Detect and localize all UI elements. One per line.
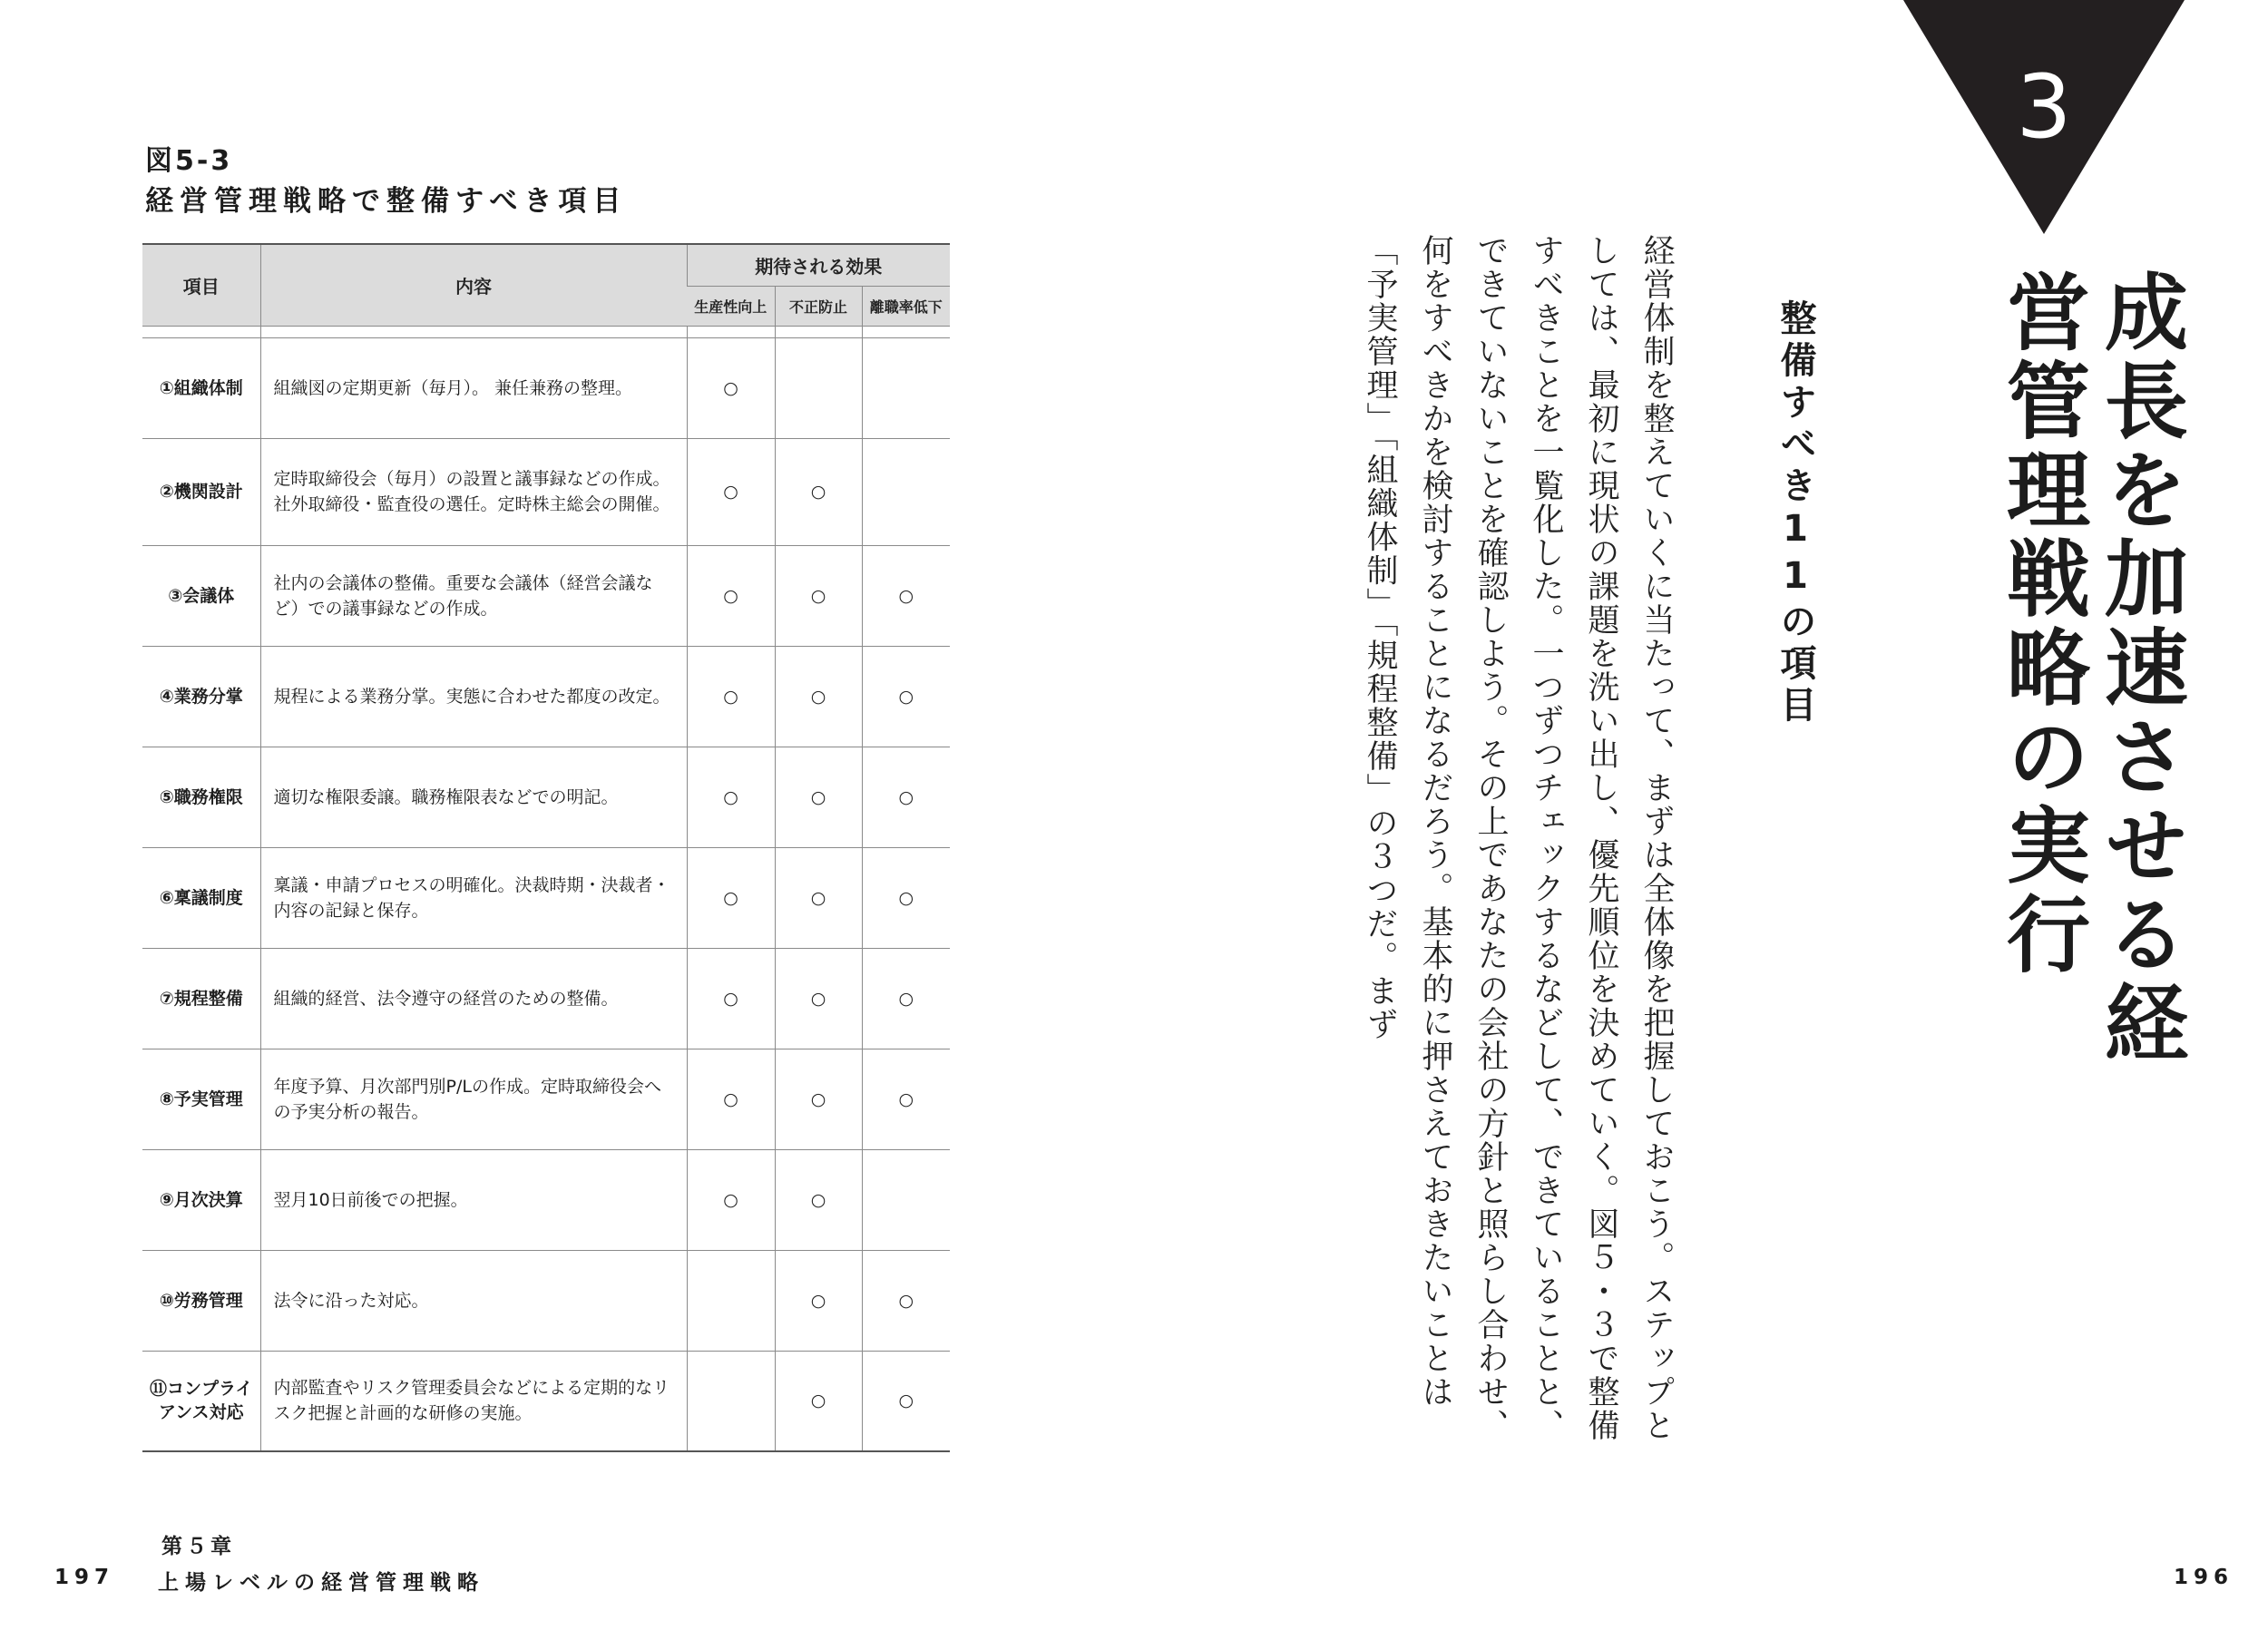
effect-mark xyxy=(862,438,950,545)
effect-mark xyxy=(775,337,862,438)
table-row xyxy=(142,1351,950,1451)
row-item: ①組織体制 xyxy=(142,337,260,438)
table-row xyxy=(142,337,950,438)
effect-mark: ○ xyxy=(687,1149,775,1250)
table-row xyxy=(142,438,950,545)
effect-mark: ○ xyxy=(775,438,862,545)
figure-label: 図5-3 xyxy=(145,145,233,177)
row-item: ⑧予実管理 xyxy=(142,1049,260,1149)
table-row xyxy=(142,646,950,747)
header-effect-fraud-prevention: 不正防止 xyxy=(775,286,862,326)
header-effect-productivity: 生産性向上 xyxy=(687,286,775,326)
effect-mark: ○ xyxy=(862,646,950,747)
row-content: 法令に沿った対応。 xyxy=(260,1250,687,1351)
effect-mark: ○ xyxy=(862,948,950,1049)
effect-mark: ○ xyxy=(687,337,775,438)
header-content: 内容 xyxy=(260,244,687,326)
effect-mark: ○ xyxy=(775,1149,862,1250)
effect-mark: ○ xyxy=(687,1049,775,1149)
effect-mark: ○ xyxy=(775,1351,862,1451)
row-item: ④業務分掌 xyxy=(142,646,260,747)
table-row xyxy=(142,847,950,948)
effect-mark: ○ xyxy=(775,646,862,747)
page-number-left: 197 xyxy=(54,1566,115,1589)
table-row xyxy=(142,948,950,1049)
row-item: ⑪コンプライアンス対応 xyxy=(142,1351,260,1451)
header-item: 項目 xyxy=(142,244,260,326)
figure-title: 経営管理戦略で整備すべき項目 xyxy=(145,185,628,218)
row-item: ⑤職務権限 xyxy=(142,747,260,847)
effect-mark: ○ xyxy=(775,948,862,1049)
header-effect-turnover: 離職率低下 xyxy=(862,286,950,326)
effect-mark xyxy=(862,1149,950,1250)
effect-mark: ○ xyxy=(775,545,862,646)
table-row xyxy=(142,747,950,847)
effect-mark: ○ xyxy=(687,646,775,747)
body-text: 経営体制を整えていくに当たって、まずは全体像を把握しておこう。ステップとしては、最初に現状の課題を洗い出し、優先順位を決めていく。図５・３で整備すべきことを一覧化した。一つずつチェックするなどして、できていることと、できていないことを確認しよう。その上であなたの会社の方針と照らし合わせ、何をすべきかを検討することになるだろう。基本的に押さえておきたいことは「予実管理」「組織体制」「規程整備」の３つだ。まず xyxy=(1362,234,1675,1442)
section-number: 3 xyxy=(2016,56,2072,158)
row-content: 稟議・申請プロセスの明確化。決裁時期・決裁者・内容の記録と保存。 xyxy=(260,847,687,948)
row-content: 定時取締役会（毎月）の設置と議事録などの作成。社外取締役・監査役の選任。定時株主総会の開催。 xyxy=(260,438,687,545)
table-row xyxy=(142,1049,950,1149)
effect-mark: ○ xyxy=(775,847,862,948)
effect-mark: ○ xyxy=(775,747,862,847)
effect-mark: ○ xyxy=(862,747,950,847)
effect-mark: ○ xyxy=(687,847,775,948)
effect-mark: ○ xyxy=(687,948,775,1049)
row-content: 規程による業務分掌。実態に合わせた都度の改定。 xyxy=(260,646,687,747)
effect-mark xyxy=(687,1250,775,1351)
table-row xyxy=(142,1149,950,1250)
row-item: ⑨月次決算 xyxy=(142,1149,260,1250)
effect-mark: ○ xyxy=(687,545,775,646)
effect-mark: ○ xyxy=(862,1351,950,1451)
header-effects: 期待される効果 xyxy=(687,244,950,286)
effect-mark: ○ xyxy=(862,1049,950,1149)
row-item: ②機関設計 xyxy=(142,438,260,545)
chapter-number: 第５章 xyxy=(161,1535,235,1558)
effect-mark xyxy=(687,1351,775,1451)
row-content: 組織的経営、法令遵守の経営のための整備。 xyxy=(260,948,687,1049)
row-content: 内部監査やリスク管理委員会などによる定期的なリスク把握と計画的な研修の実施。 xyxy=(260,1351,687,1451)
row-content: 組織図の定期更新（毎月）。 兼任兼務の整理。 xyxy=(260,337,687,438)
effect-mark: ○ xyxy=(687,747,775,847)
row-item: ③会議体 xyxy=(142,545,260,646)
effect-mark: ○ xyxy=(687,438,775,545)
items-table xyxy=(142,243,950,1452)
chapter-title: 上場レベルの経営管理戦略 xyxy=(158,1571,484,1595)
effect-mark: ○ xyxy=(862,847,950,948)
row-content: 社内の会議体の整備。重要な会議体（経営会議など）での議事録などの作成。 xyxy=(260,545,687,646)
section-title: 成長を加速させる経営管理戦略の実行 xyxy=(1993,268,2188,1069)
effect-mark: ○ xyxy=(862,545,950,646)
row-content: 翌月10日前後での把握。 xyxy=(260,1149,687,1250)
effect-mark: ○ xyxy=(775,1049,862,1149)
effect-mark: ○ xyxy=(775,1250,862,1351)
page-number-right: 196 xyxy=(2174,1566,2234,1589)
row-content: 適切な権限委譲。職務権限表などでの明記。 xyxy=(260,747,687,847)
row-content: 年度予算、月次部門別P/Lの作成。定時取締役会への予実分析の報告。 xyxy=(260,1049,687,1149)
table-row xyxy=(142,545,950,646)
row-item: ⑥稟議制度 xyxy=(142,847,260,948)
row-item: ⑦規程整備 xyxy=(142,948,260,1049)
section-subtitle: 整備すべき11の項目 xyxy=(1774,299,1816,727)
row-item: ⑩労務管理 xyxy=(142,1250,260,1351)
effect-mark xyxy=(862,337,950,438)
effect-mark: ○ xyxy=(862,1250,950,1351)
table-row xyxy=(142,1250,950,1351)
